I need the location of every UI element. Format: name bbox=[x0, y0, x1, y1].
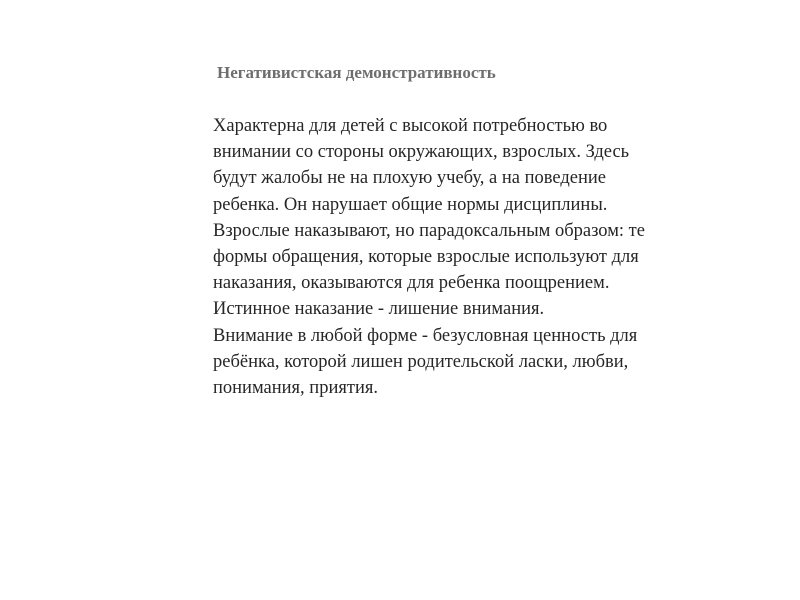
body-line: Истинное наказание - лишение внимания. bbox=[213, 299, 545, 320]
body-line: внимании со стороны окружающих, взрослых. Здесь bbox=[213, 142, 630, 163]
body-line: понимания, приятия. bbox=[213, 378, 378, 399]
body-line: Взрослые наказывают, но парадоксальным образом: те bbox=[213, 220, 645, 241]
body-line: наказания, оказываются для ребенка поощрением. bbox=[213, 273, 610, 294]
body-line: ребёнка, которой лишен родительской ласки, любви, bbox=[213, 351, 629, 372]
body-line: будут жалобы не на плохую учебу, а на поведение bbox=[213, 168, 606, 189]
body-line: формы обращения, которые взрослые используют для bbox=[213, 247, 639, 268]
body-line: Внимание в любой форме - безусловная ценность для bbox=[213, 325, 638, 346]
slide-title: Негативистская демонстративность bbox=[217, 63, 496, 82]
body-line: ребенка. Он нарушает общие нормы дисциплины. bbox=[213, 194, 608, 215]
slide-body-text bbox=[213, 113, 773, 401]
body-line: Характерна для детей с высокой потребностью во bbox=[213, 116, 608, 136]
